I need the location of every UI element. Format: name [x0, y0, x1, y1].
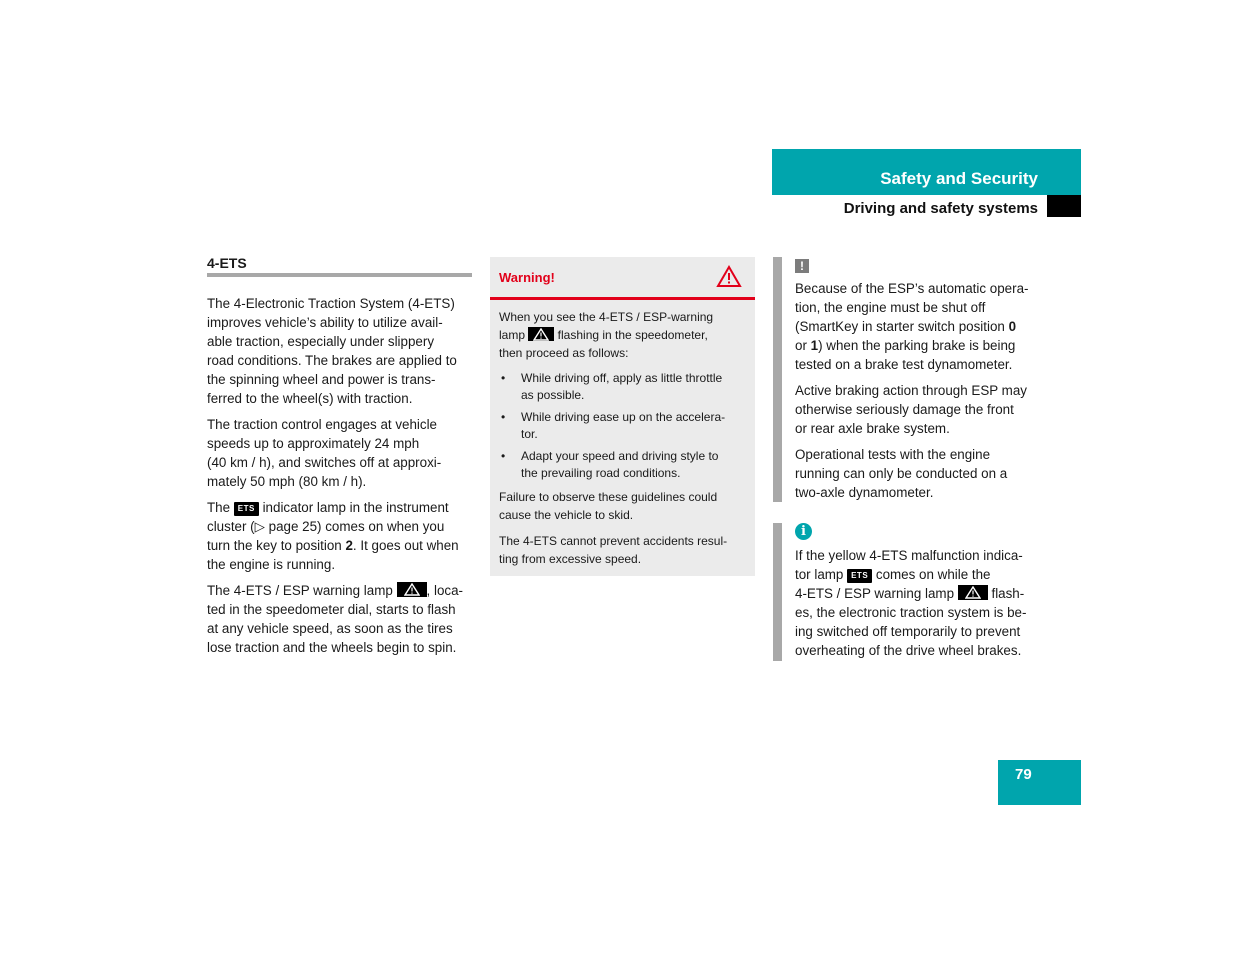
warning-body	[490, 300, 755, 568]
warning-box	[490, 257, 755, 576]
caution-paragraph	[795, 279, 1043, 374]
ets-speed-paragraph: The traction control engages at vehicle speeds up to approximately 24 mph (40 km / h), and switches off at approxi- mately 50 mph (80 km / h).	[207, 417, 442, 489]
text-fragment: Because of the ESP’s automatic opera- tion, the engine must be shut off (SmartKey in starter switch position	[795, 281, 1029, 334]
ets-indicator-icon: ETS	[234, 502, 259, 516]
header-band	[772, 149, 1081, 195]
key-position: 2	[345, 538, 353, 553]
ets-heading: 4-ETS	[207, 252, 472, 277]
subsection-bar	[772, 195, 1081, 219]
text-fragment: If the yellow 4-ETS malfunction indica- tor lamp	[795, 548, 1023, 582]
key-position: 0	[1008, 319, 1017, 334]
bullet: •	[501, 410, 506, 424]
list-item-text: While driving ease up on the accelera- tor.	[521, 410, 726, 441]
caution-note-body	[795, 279, 1043, 502]
key-position: 1	[810, 338, 819, 353]
list-item-text: Adapt your speed and driving style to the prevailing road conditions.	[521, 449, 719, 480]
thumb-tab	[1047, 195, 1081, 217]
text-fragment: indicator lamp in the instrument cluster (▷ page 25) comes on when you turn the key to position	[207, 500, 449, 553]
bullet: •	[501, 371, 506, 385]
caution-note	[773, 257, 1043, 502]
ets-intro-paragraph: The 4-Electronic Traction System (4-ETS) improves vehicle’s ability to utilize avail- able traction, especially under slippery road conditions. The brakes are applied to the spinning wheel and power is trans- ferred to the wheel(s) with traction.	[207, 296, 457, 406]
warning-header	[490, 257, 755, 300]
text-fragment: flash- es, the electronic traction system is be- ing switched off temporarily to prevent overheating of the drive wheel brakes.	[795, 586, 1027, 658]
warning-lamp-icon	[958, 585, 988, 600]
page-number-box	[998, 760, 1081, 805]
info-icon: i	[795, 523, 812, 540]
warning-failure-text: Failure to observe these guidelines could cause the vehicle to skid.	[499, 490, 718, 522]
text-fragment: comes on while the 4-ETS / ESP warning lamp	[795, 567, 991, 601]
info-note	[773, 523, 1043, 661]
ets-warning-lamp-paragraph	[207, 581, 472, 657]
text-fragment: When you see the 4-ETS / ESP-warning lamp	[499, 310, 714, 342]
note-bar	[773, 523, 782, 661]
text-fragment: , loca- ted in the speedometer dial, starts to flash at any vehicle speed, as soon as the tires lose traction and the wheels begin to spin.	[207, 583, 464, 655]
text-fragment: flashing in the speedometer, then proceed as follows:	[499, 328, 708, 360]
section-title: Safety and Security	[880, 169, 1038, 188]
page-number: 79	[1015, 766, 1032, 783]
text-fragment: or	[795, 338, 807, 353]
ets-indicator-icon: ETS	[847, 569, 872, 583]
warning-list	[499, 370, 746, 482]
info-note-body	[795, 546, 1043, 660]
warning-intro	[499, 308, 746, 362]
list-item	[499, 409, 746, 443]
warning-lamp-icon	[397, 582, 427, 597]
warning-cannot-text: The 4-ETS cannot prevent accidents resul- ting from excessive speed.	[499, 534, 728, 566]
list-item	[499, 370, 746, 404]
caution-paragraph: Active braking action through ESP may otherwise seriously damage the front or rear axle brake system.	[795, 383, 1027, 436]
warning-triangle-icon	[716, 265, 742, 288]
list-item-text: While driving off, apply as little throttle as possible.	[521, 371, 723, 402]
warning-title: Warning!	[499, 270, 555, 285]
text-fragment: . It goes out when the engine is running.	[207, 538, 459, 572]
bullet: •	[501, 449, 506, 463]
text-fragment: The 4-ETS / ESP warning lamp	[207, 583, 397, 598]
left-column	[207, 252, 472, 664]
warning-lamp-icon	[528, 327, 554, 341]
note-bar	[773, 257, 782, 502]
info-paragraph	[795, 546, 1043, 660]
exclamation-icon: !	[795, 259, 809, 273]
text-fragment: The	[207, 500, 234, 515]
text-fragment: ) when the parking brake is being tested on a brake test dynamometer.	[795, 338, 1016, 372]
subsection-title: Driving and safety systems	[843, 200, 1038, 217]
list-item	[499, 448, 746, 482]
ets-indicator-paragraph	[207, 498, 472, 574]
caution-paragraph: Operational tests with the engine running can only be conducted on a two-axle dynamometer.	[795, 447, 1008, 500]
